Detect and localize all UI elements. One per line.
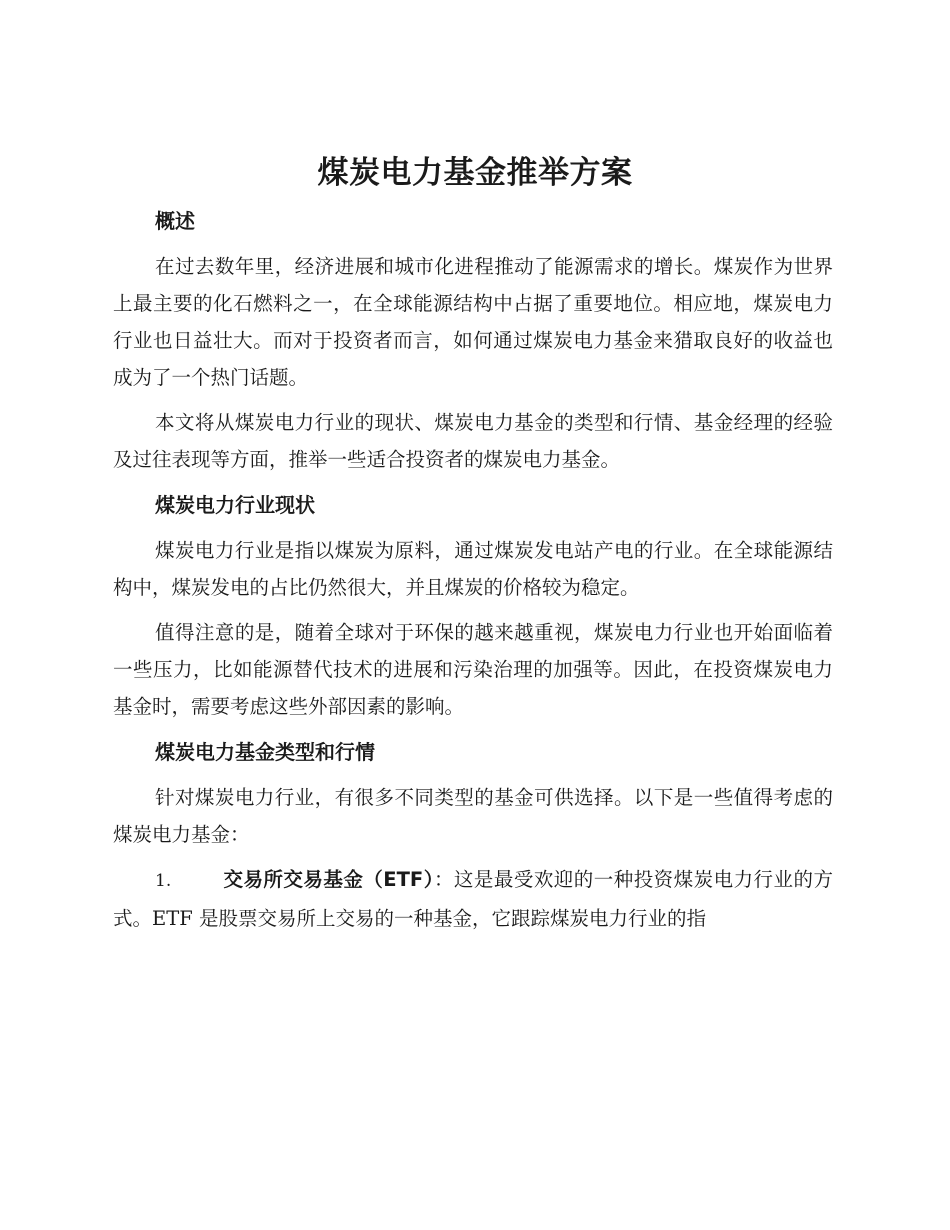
- document-title: 煤炭电力基金推举方案: [317, 155, 633, 191]
- section-heading-industry-status: 煤炭电力行业现状: [155, 493, 315, 517]
- list-item-number: 1.: [155, 871, 172, 891]
- section-heading-overview: 概述: [155, 209, 195, 233]
- paragraph: 煤炭电力行业是指以煤炭为原料，通过煤炭发电站产电的行业。在全球能源结构中，煤炭发电的占比仍然很大，并且煤炭的价格较为稳定。: [113, 539, 833, 599]
- list-item: [113, 861, 833, 937]
- document-body: [113, 202, 833, 937]
- paragraph: 针对煤炭电力行业，有很多不同类型的基金可供选择。以下是一些值得考虑的煤炭电力基金：: [113, 786, 833, 846]
- paragraph: 在过去数年里，经济进展和城市化进程推动了能源需求的增长。煤炭作为世界上最主要的化石燃料之一，在全球能源结构中占据了重要地位。相应地，煤炭电力行业也日益壮大。而对于投资者而言，如何通过煤炭电力基金来猎取良好的收益也成为了一个热门话题。: [113, 255, 833, 389]
- section-heading-fund-types: 煤炭电力基金类型和行情: [155, 740, 375, 764]
- paragraph: 本文将从煤炭电力行业的现状、煤炭电力基金的类型和行情、基金经理的经验及过往表现等方面，推举一些适合投资者的煤炭电力基金。: [113, 411, 833, 471]
- list-item-term: 交易所交易基金（ETF）: [223, 868, 434, 891]
- paragraph: 值得注意的是，随着全球对于环保的越来越重视，煤炭电力行业也开始面临着一些压力，比如能源替代技术的进展和污染治理的加强等。因此，在投资煤炭电力基金时，需要考虑这些外部因素的影响。: [113, 621, 833, 718]
- list-item-text: ：这是最受欢迎的一种投资煤炭电力行业的方式。ETF 是股票交易所上交易的一种基金，它跟踪煤炭电力行业的指: [113, 868, 833, 930]
